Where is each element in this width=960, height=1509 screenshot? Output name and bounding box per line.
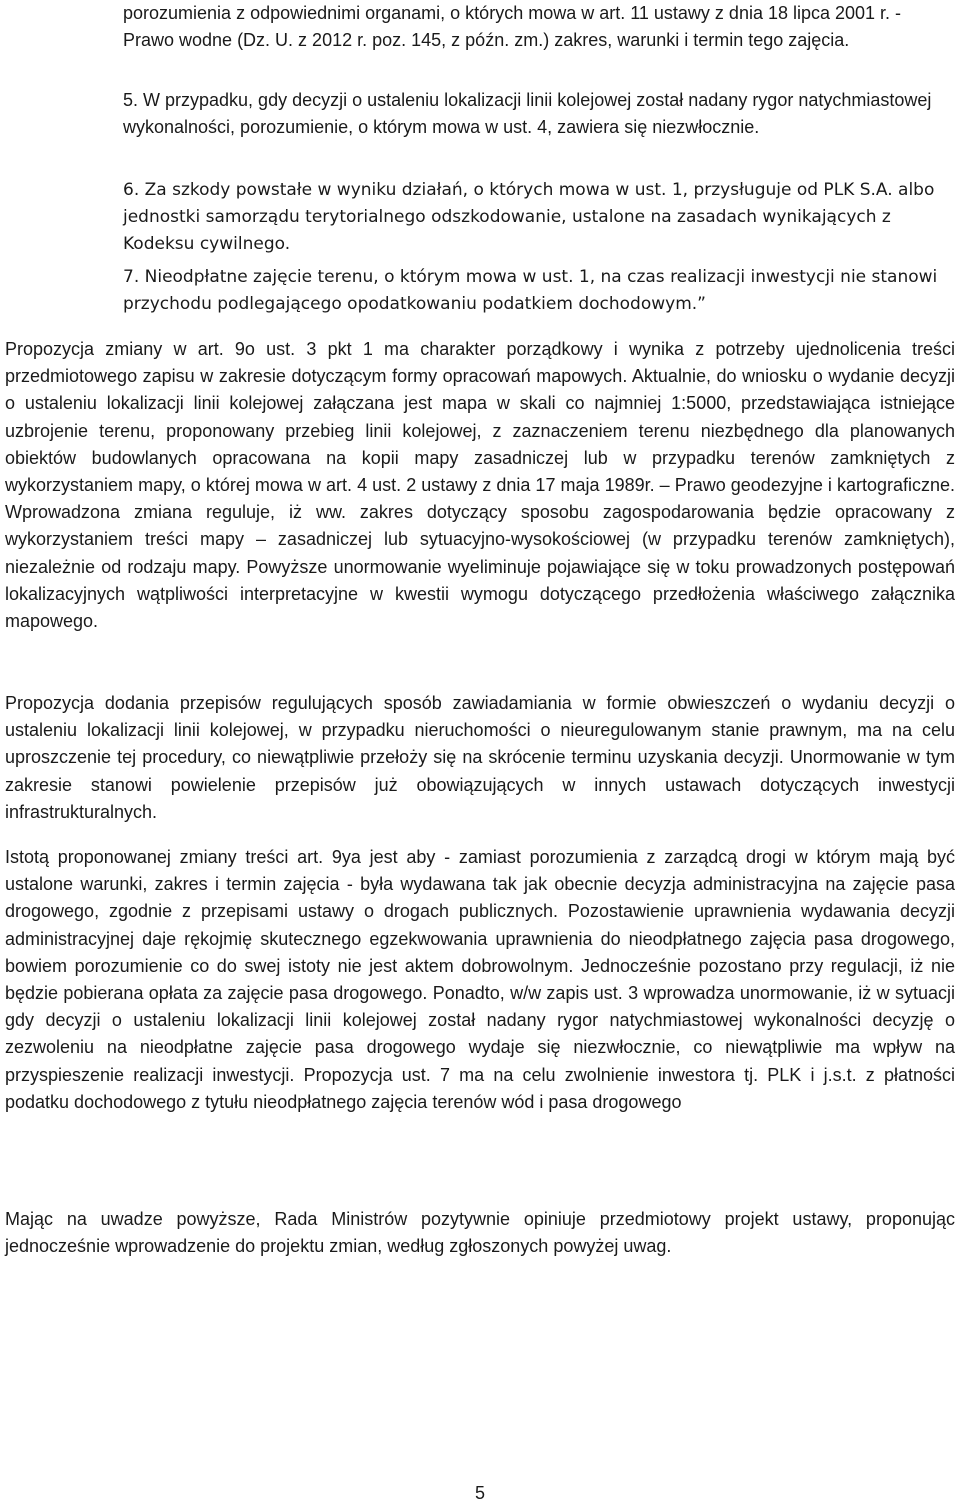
list-item-6: 6. Za szkody powstałe w wyniku działań, o których mowa w ust. 1, przysługuje od PLK S.A. albo jednostki samorządu terytorialnego odszkodowanie, ustalone na zasadach wynikających z Kodeksu cywilnego. (123, 180, 935, 254)
list-item-4-tail: porozumienia z odpowiednimi organami, o których mowa w art. 11 ustawy z dnia 18 lipca 2001 r. - Prawo wodne (Dz. U. z 2012 r. poz. 145, z późn. zm.) zakres, warunki i termin tego zajęcia. (123, 3, 902, 50)
list-item-7: 7. Nieodpłatne zajęcie terenu, o którym mowa w ust. 1, na czas realizacji inwestycji nie stanowi przychodu podlegającego opodatkowaniu podatkiem dochodowym.” (123, 267, 938, 314)
page-number: 5 (474, 1483, 485, 1503)
paragraph-map-requirements: Propozycja zmiany w art. 9o ust. 3 pkt 1 ma charakter porządkowy i wynika z potrzeby ujednolicenia treści przedmiotowego zapisu w zakresie dotyczącym formy opracowań mapowych. Aktualnie, do wniosku o wydanie decyzji o ustaleniu lokalizacji linii kolejowej załączana jest mapa w skali co najmniej 1:5000, przedstawiająca istniejące uzbrojenie terenu, proponowany przebieg linii kolejowej, z zaznaczeniem terenu niezbędnego dla planowanych obiektów budowlanych opracowana na kopii mapy zasadniczej lub w przypadku terenów zamkniętych z wykorzystaniem mapy, o której mowa w art. 4 ust. 2 ustawy z dnia 17 maja 1989r. – Prawo geodezyjne i kartograficzne. Wprowadzona zmiana reguluje, iż ww. zakres dotyczący sposobu zagospodarowania będzie opracowany z wykorzystaniem treści mapy – zasadniczej lub sytuacyjno-wysokościowej (w przypadku terenów zamkniętych), niezależnie od rodzaju mapy. Powyższe unormowanie wyeliminuje pojawiające się w toku prowadzonych postępowań lokalizacyjnych wątpliwości interpretacyjne w kwestii wymogu dotyczącego przedłożenia właściwego załącznika mapowego. (5, 339, 955, 632)
paragraph-conclusion: Mając na uwadze powyższe, Rada Ministrów pozytywnie opiniuje przedmiotowy projekt ustawy, proponując jednocześnie wprowadzenie do projektu zmian, według zgłoszonych powyżej uwag. (5, 1209, 955, 1257)
list-item-5: 5. W przypadku, gdy decyzji o ustaleniu lokalizacji linii kolejowej został nadany rygor natychmiastowej wykonalności, porozumienie, o którym mowa w ust. 4, zawiera się niezwłocznie. (123, 90, 932, 137)
paragraph-art-9ya: Istotą proponowanej zmiany treści art. 9ya jest aby - zamiast porozumienia z zarządcą drogi w którym mają być ustalone warunki, zakres i termin zajęcia - była wydawana tak jak obecnie decyzja administracyjna na zajęcie pasa drogowego, zgodnie z przepisami ustawy o drogach publicznych. Pozostawienie uprawnienia wydawania decyzji administracyjnej daje rękojmię skutecznego egzekwowania uprawnienia do nieodpłatnego zajęcia pasa drogowego, bowiem porozumienie co do swej istoty nie jest aktem dobrowolnym. Jednocześnie pozostano przy regulacji, iż nie będzie pobierana opłata za zajęcie pasa drogowego. Ponadto, w/w zapis ust. 3 wprowadza unormowanie, iż w sytuacji gdy decyzji o ustaleniu lokalizacji linii kolejowej został nadany rygor natychmiastowej wykonalności decyzję o zezwoleniu na nieodpłatne zajęcie pasa drogowego wydaje się niezwłocznie, co niewątpliwie ma wpływ na przyspieszenie realizacji inwestycji. Propozycja ust. 7 ma na celu zwolnienie inwestora tj. PLK i j.s.t. z płatności podatku dochodowego z tytułu nieodpłatnego zajęcia terenów wód i pasa drogowego (5, 847, 955, 1112)
paragraph-notification: Propozycja dodania przepisów regulujących sposób zawiadamiania w formie obwieszczeń o wydaniu decyzji o ustaleniu lokalizacji linii kolejowej, w przypadku nieruchomości o nieuregulowanym stanie prawnym, ma na celu uproszczenie tej procedury, co niewątpliwie przełoży się na skrócenie terminu uzyskania decyzji. Unormowanie w tym zakresie stanowi powielenie przepisów już obowiązujących w innych ustawach dotyczących inwestycji infrastrukturalnych. (5, 693, 955, 822)
